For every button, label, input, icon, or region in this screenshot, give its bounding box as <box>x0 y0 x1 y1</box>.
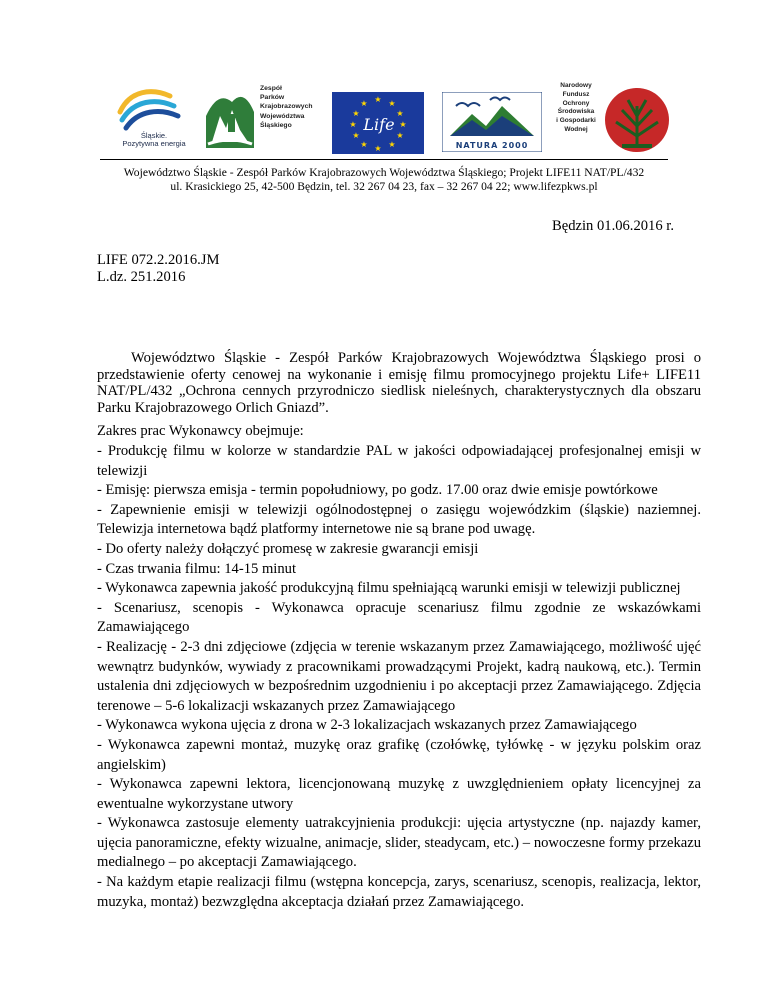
zpk-line-5: Śląskiego <box>260 121 292 129</box>
nfos-line-3: Ochrony <box>562 99 590 107</box>
scope-item: - Scenariusz, scenopis - Wykonawca opracuje scenariusz filmu zgodnie ze wskazówkami Zamawiającego <box>97 599 701 636</box>
svg-text:★: ★ <box>360 99 368 108</box>
nfos-line-1: Narodowy <box>560 82 592 89</box>
scope-item: - Wykonawca zapewnia jakość produkcyjną filmu spełniającą warunki emisji w telewizji publicznej <box>97 580 681 597</box>
scope-item: - Zapewnienie emisji w telewizji ogólnodostępnej o zasięgu wojewódzkim (śląskie) naziemnej. Telewizja internetowa bądź platformy internetowe nie są brane pod uwagę. <box>97 501 701 538</box>
scope-title: Zakres prac Wykonawcy obejmuje: <box>97 423 304 439</box>
slaskie-wave-icon <box>100 82 196 132</box>
eu-life-icon <box>332 92 424 154</box>
nfos-tree-icon <box>604 86 670 154</box>
scope-item: - Do oferty należy dołączyć promesę w zakresie gwarancji emisji <box>97 540 479 557</box>
scope-item: - Wykonawca wykona ujęcia z drona w 2-3 lokalizacjach wskazanych przez Zamawiającego <box>97 717 637 734</box>
nfosigw-logo <box>550 82 670 158</box>
zpk-mountain-icon <box>202 82 258 152</box>
document-date: Będzin 01.06.2016 r. <box>551 218 674 234</box>
nfos-line-2: Fundusz <box>562 90 590 98</box>
svg-text:★: ★ <box>352 109 360 118</box>
scope-item: - Wykonawca zapewni montaż, muzykę oraz grafikę (czołówkę, tyłówkę - w języku polskim oraz angielskim) <box>97 736 701 773</box>
natura-2000-logo <box>442 92 542 152</box>
header-rule <box>100 159 668 160</box>
zpk-line-4: Województwa <box>260 112 305 120</box>
svg-text:★: ★ <box>388 99 396 108</box>
scope-item: - Na każdym etapie realizacji filmu (wstępna koncepcja, zarys, scenariusz, scenopis, realizacja, lektor, muzyka, montaż) bezwzględna akceptacja działań przez Zamawiającego. <box>97 874 701 910</box>
svg-text:★: ★ <box>360 140 368 149</box>
zpk-line-2: Parków <box>260 94 285 102</box>
scope-item: - Wykonawca zastosuje elementy uatrakcyjnienia produkcji: ujęcia artystyczne (np. najazdy kamer, ujęcia panoramiczne, efekty wizualne, animacje, slider, steadycam, etc.) – nowoczesne formy przekazu medialnego – po akceptacji Zamawiającego. <box>97 815 701 871</box>
header-line-1: Województwo Śląskie - Zespół Parków Krajobrazowych Województwa Śląskiego; Projekt LIFE11 NAT/PL/432 <box>123 166 645 179</box>
natura-birds-icon <box>442 92 542 152</box>
scope-list <box>97 442 701 912</box>
reference-number: LIFE 072.2.2016.JM <box>97 252 220 268</box>
zpk-logo <box>202 82 342 154</box>
scope-item: - Czas trwania filmu: 14-15 minut <box>97 560 297 577</box>
svg-text:★: ★ <box>396 109 404 118</box>
svg-text:★: ★ <box>374 95 382 104</box>
nfos-line-5: i Gospodarki <box>556 117 596 125</box>
slaskie-logo <box>100 82 196 152</box>
zpk-line-1: Zespół <box>260 85 282 92</box>
svg-text:★: ★ <box>388 140 396 149</box>
intro-paragraph: Województwo Śląskie - Zespół Parków Krajobrazowych Województwa Śląskiego prosi o przedstawienie oferty cenowej na wykonanie i emisję filmu promocyjnego projektu Life+ LIFE11 NAT/PL/432 „Ochrona cennych przyrodniczo siedlisk nieleśnych, charakterystycznych dla obszaru Parku Krajobrazowego Orlich Gniazd”. <box>97 350 701 416</box>
life-logo-text: Life <box>363 115 395 134</box>
nfos-line-6: Wodnej <box>564 125 588 133</box>
svg-text:★: ★ <box>374 144 382 153</box>
svg-text:★: ★ <box>352 131 360 140</box>
zpk-line-3: Krajobrazowych <box>260 103 313 111</box>
scope-item: - Emisję: pierwsza emisja - termin popołudniowy, po godz. 17.00 oraz dwie emisje powtórkowe <box>97 482 658 499</box>
header-line-2: ul. Krasickiego 25, 42-500 Będzin, tel. 32 267 04 23, fax – 32 267 04 22; www.lifezpkws.pl <box>170 180 598 193</box>
slaskie-line1: Śląskie. <box>140 131 168 140</box>
svg-text:★: ★ <box>396 131 404 140</box>
scope-item: - Realizację - 2-3 dni zdjęciowe (zdjęcia w terenie wskazanym przez Zamawiającego, możliwość ujęć wewnątrz budynków, wywiady z pracownikami prowadzącymi Projekt, kadrą naukową, etc.). Termin ustalenia dni zdjęciowych w bezpośrednim uzgodnieniu i po akceptacji przez Zamawiającego. Zdjęcia terenowe – 5-6 lokalizacji wskazanych przez Zamawiającego <box>97 638 701 714</box>
scope-item: - Wykonawca zapewni lektora, licencjonowaną muzykę z uwzględnieniem opłaty licencyjnej za ewentualne wykorzystane utwory <box>97 776 701 812</box>
nfos-line-4: Środowiska <box>557 108 595 116</box>
natura-logo-text: NATURA 2000 <box>455 141 529 150</box>
slaskie-line2: Pozytywna energia <box>122 139 186 148</box>
svg-text:★: ★ <box>349 120 357 129</box>
logo-strip <box>100 82 668 158</box>
registry-number: L.dz. 251.2016 <box>97 269 186 285</box>
svg-text:★: ★ <box>399 120 407 129</box>
scope-item: - Produkcję filmu w kolorze w standardzie PAL w jakości odpowiadającej profesjonalnej emisji w telewizji <box>97 443 701 479</box>
life-logo <box>332 92 424 154</box>
